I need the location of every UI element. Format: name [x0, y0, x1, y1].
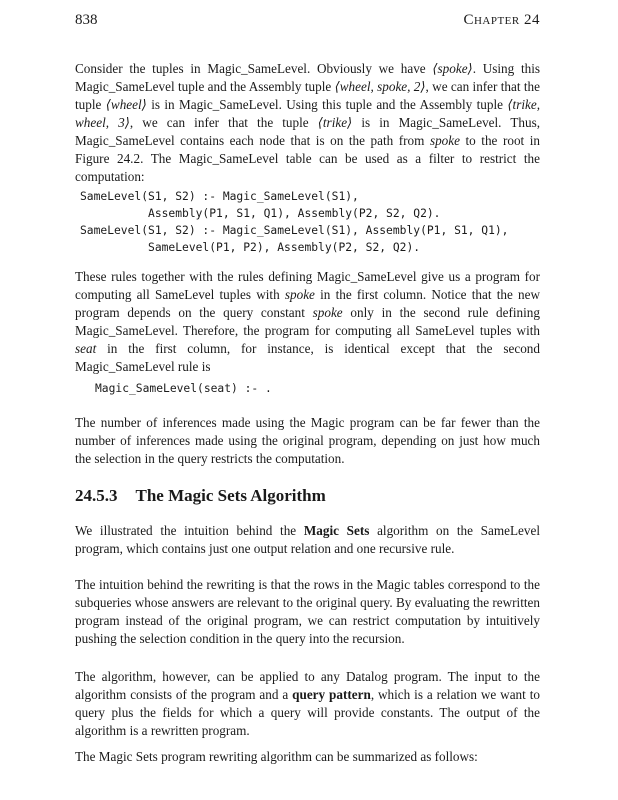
tuple-wheel-spoke: ⟨wheel, spoke, 2⟩ [334, 79, 426, 94]
text-run: only in the second rule defining Magic_SameLevel. Therefore, the program for computing all SameLevel tuples with [75, 305, 540, 338]
chapter-label: Chapter 24 [463, 12, 540, 28]
term-seat: seat [75, 341, 97, 356]
text-run: The algorithm, however, can be applied to any Datalog program. The input to the algorithm consists of the program and a [75, 669, 540, 702]
paragraph-intuition-rewriting: The intuition behind the rewriting is that the rows in the Magic tables correspond to the subqueries whose answers are relevant to the original query. By evaluating the rewritten program instead of the original program, we can restrict computation by intuitively pushing the selection condition in the query into the recursion. [75, 577, 540, 646]
code-block-samelevel-rules [80, 188, 550, 256]
text-run: in the first column, for instance, is identical except that the second Magic_SameLevel rule is [75, 341, 540, 374]
term-spoke: spoke [429, 133, 460, 148]
paragraph-illustrated-intuition [75, 522, 540, 558]
tuple-trike: ⟨trike⟩ [317, 115, 353, 130]
text-run: . Using this Magic_SameLevel tuple and the Assembly tuple [75, 61, 541, 94]
code-line: SameLevel(S1, S2) :- Magic_SameLevel(S1), Assembly(P1, S1, Q1), [80, 224, 509, 237]
term-spoke: spoke [312, 305, 343, 320]
code-line: Magic_SameLevel(seat) :- . [95, 382, 272, 395]
paragraph-rules-together [75, 268, 540, 376]
text-run: We illustrated the intuition behind the [75, 523, 304, 538]
text-run: is in Magic_SameLevel. Using this tuple and the Assembly tuple [146, 97, 508, 112]
code-line: Assembly(P1, S1, Q1), Assembly(P2, S2, Q2). [80, 207, 441, 220]
section-number: 24.5.3 [75, 486, 118, 505]
tuple-wheel: ⟨wheel⟩ [105, 97, 147, 112]
page-header [75, 12, 540, 32]
paragraph-number-of-inferences: The number of inferences made using the Magic program can be far fewer than the number of inferences made using the original program, depending on just how much the selection in the query restricts the computation. [75, 415, 540, 466]
paragraph-summary-intro: The Magic Sets program rewriting algorithm can be summarized as follows: [75, 749, 478, 764]
code-line: SameLevel(S1, S2) :- Magic_SameLevel(S1), [80, 190, 359, 203]
text-run: , which is a relation we want to query plus the fields for which a query will provide constants. The output of the algorithm is a rewritten program. [75, 687, 540, 738]
code-block-magic-seat [95, 380, 565, 397]
term-spoke: spoke [284, 287, 315, 302]
section-heading [75, 486, 326, 506]
text-run: to the root in Figure 24.2. The Magic_SameLevel table can be used as a filter to restrict the computation: [75, 133, 540, 184]
paragraph-algorithm-input [75, 668, 540, 740]
text-run: in the first column. Notice that the new program depends on the query constant [75, 287, 540, 320]
text-run: is in Magic_SameLevel. Thus, Magic_SameLevel contains each node that is on the path from [75, 115, 541, 148]
page-number: 838 [75, 12, 98, 28]
text-run: These rules together with the rules defining Magic_SameLevel give us a program for computing all SameLevel tuples with [75, 269, 540, 302]
term-magic-sets: Magic Sets [303, 523, 370, 538]
text-run: Consider the tuples in Magic_SameLevel. Obviously we have [75, 61, 433, 76]
term-query-pattern: query pattern [292, 687, 371, 702]
text-run: , we can infer that the tuple [75, 79, 540, 112]
paragraph-magic-samelevel-tuples [75, 60, 540, 186]
tuple-trike-wheel: ⟨trike, wheel, 3⟩ [75, 97, 540, 130]
tuple-spoke: ⟨spoke⟩ [432, 61, 473, 76]
text-run: , we can infer that the tuple [129, 115, 318, 130]
text-run: algorithm on the SameLevel program, which contains just one output relation and one recursive rule. [75, 523, 540, 556]
section-title: The Magic Sets Algorithm [135, 486, 326, 505]
code-line: SameLevel(P1, P2), Assembly(P2, S2, Q2). [80, 241, 421, 254]
